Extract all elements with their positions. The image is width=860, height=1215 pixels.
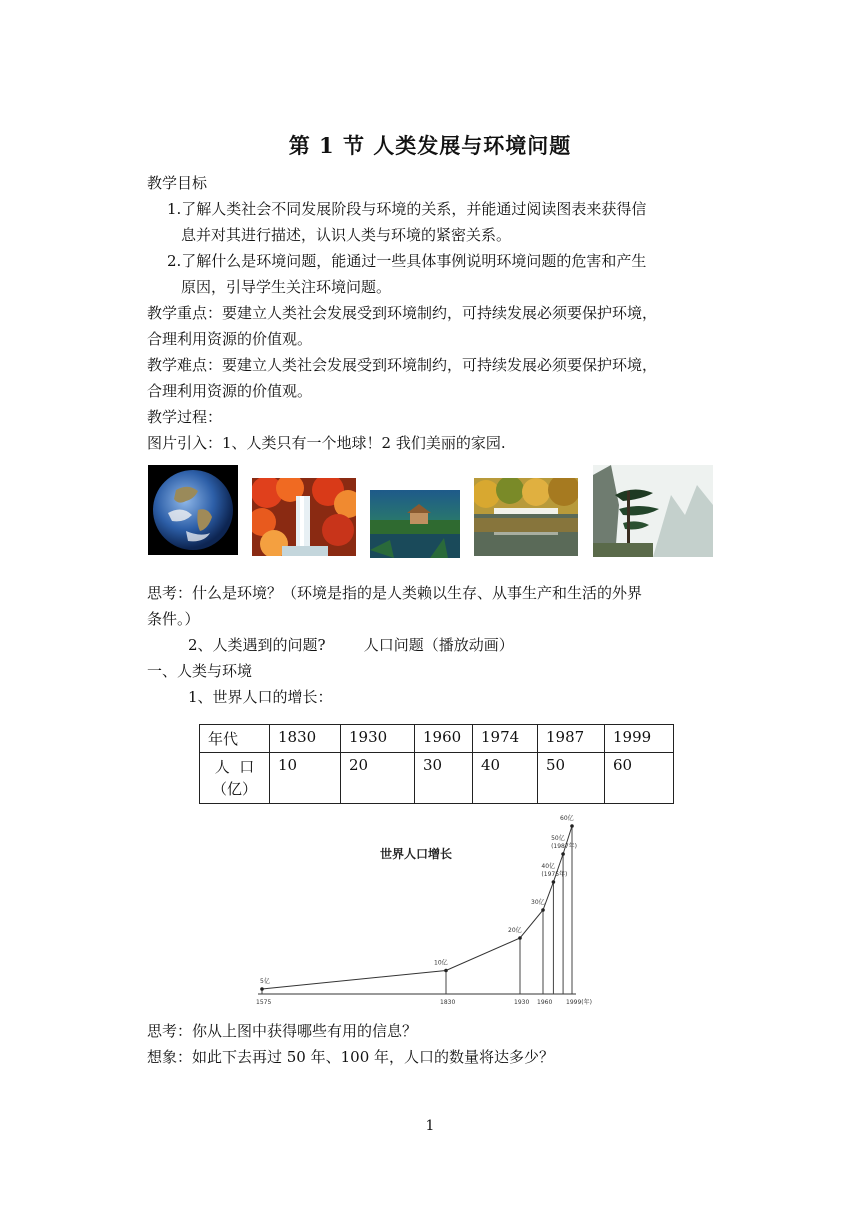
table-cell-value: 60 [605,753,674,804]
imagine-line: 想象：如此下去再过 50 年、100 年，人口的数量将达多少？ [147,1048,555,1066]
x-tick-label: 1830 [440,999,456,1006]
x-tick-label: 1999(年) [566,999,592,1006]
autumn-lake-photo [474,478,578,556]
row-label-line-2: （亿） [211,780,257,798]
human-problems-line: 2、人类遇到的问题? 人口问题（播放动画） [188,636,514,654]
intro-line: 图片引入：1、人类只有一个地球！2 我们美丽的家园. [147,434,506,452]
data-point [518,936,522,940]
data-point [541,908,545,912]
table-cell-value: 50 [538,753,605,804]
goals-heading: 教学目标 [147,174,208,192]
data-label: 60亿 [560,815,574,822]
table-cell-value: 10 [270,753,341,804]
difficulty-line-2: 合理利用资源的价值观。 [147,382,313,400]
data-point [444,969,448,973]
key-point-line-2: 合理利用资源的价值观。 [147,330,313,348]
data-label: (1975年) [541,871,568,878]
table-row-label [200,753,270,804]
data-label: (1987年) [551,843,578,850]
data-label: 40亿 [541,863,556,870]
page-number: 1 [425,1118,435,1134]
page-title: 第 1 节 人类发展与环境问题 [288,133,572,158]
chart-title: 世界人口增长 [380,847,453,861]
data-point [552,880,556,884]
row-label-line-1: 人 口 [214,758,255,776]
table-cell-year: 1999 [605,725,674,753]
process-heading: 教学过程： [147,408,223,426]
data-label: 50亿 [551,835,565,842]
data-point [260,987,264,991]
subsection-population-growth: 1、世界人口的增长： [188,688,333,706]
table-cell-year: 1830 [270,725,341,753]
data-point [561,852,565,856]
data-label: 10亿 [434,959,448,967]
x-tick-label: 1575 [256,999,272,1006]
population-growth-chart [250,812,610,1012]
key-point-line-1: 教学重点：要建立人类社会发展受到环境制约，可持续发展必须要保护环境， [147,304,658,322]
goal-2-line-2: 原因，引导学生关注环境问题。 [181,278,392,296]
table-header-label: 年代 [200,725,270,753]
goal-1-line-2: 息并对其进行描述，认识人类与环境的紧密关系。 [181,226,512,244]
data-label: 5亿 [260,978,270,985]
difficulty-line-1: 教学难点：要建立人类社会发展受到环境制约，可持续发展必须要保护环境， [147,356,658,374]
think-environment-line-1: 思考：什么是环境？（环境是指的是人类赖以生存、从事生产和生活的外界 [147,584,643,602]
table-cell-value: 40 [473,753,538,804]
data-label: 30亿 [531,899,545,906]
table-row [200,753,674,804]
population-table [199,724,674,804]
lake-cabin-photo [370,490,460,558]
section-1-heading: 一、人类与环境 [147,662,253,680]
table-cell-year: 1930 [341,725,415,753]
x-tick-label: 1930 [514,999,530,1006]
waterfall-photo [252,478,356,556]
x-tick-label: 1960 [537,999,553,1006]
think-chart-line: 思考：你从上图中获得哪些有用的信息？ [147,1022,418,1040]
table-row [200,725,674,753]
table-cell-value: 30 [415,753,473,804]
earth-photo [148,465,238,555]
goal-2-line-1: 2.了解什么是环境问题，能通过一些具体事例说明环境问题的危害和产生 [167,252,647,270]
goal-1-line-1: 1.了解人类社会不同发展阶段与环境的关系，并能通过阅读图表来获得信 [167,200,647,218]
table-cell-year: 1974 [473,725,538,753]
data-point [570,824,574,828]
table-cell-value: 20 [341,753,415,804]
data-label: 20亿 [508,927,522,934]
table-cell-year: 1987 [538,725,605,753]
mountain-pine-photo [593,465,713,557]
table-cell-year: 1960 [415,725,473,753]
think-environment-line-2: 条件。） [147,610,200,628]
